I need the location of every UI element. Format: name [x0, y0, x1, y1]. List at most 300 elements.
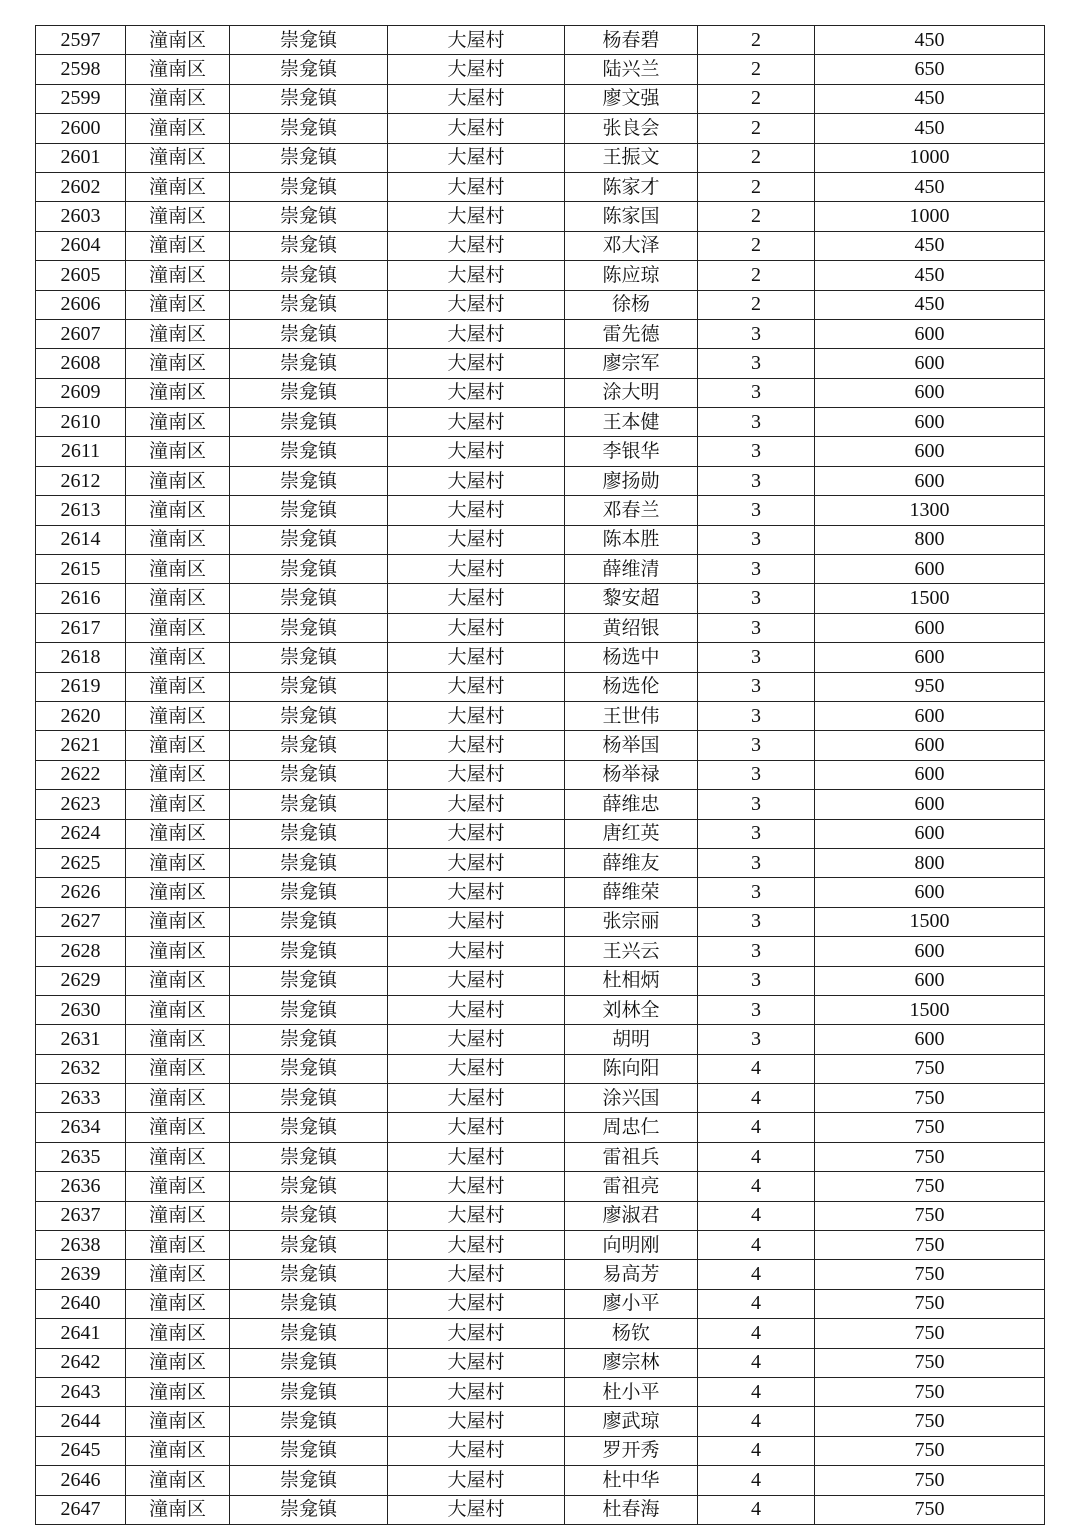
serial-number-cell: 2618 [36, 643, 126, 672]
town-cell: 崇龛镇 [230, 1348, 388, 1377]
town-cell: 崇龛镇 [230, 701, 388, 730]
amount-cell: 600 [815, 437, 1045, 466]
serial-number-cell: 2629 [36, 966, 126, 995]
amount-cell: 600 [815, 643, 1045, 672]
village-cell: 大屋村 [388, 1260, 565, 1289]
serial-number-cell: 2604 [36, 231, 126, 260]
serial-number-cell: 2640 [36, 1289, 126, 1318]
household-size-cell: 4 [698, 1436, 815, 1465]
town-cell: 崇龛镇 [230, 584, 388, 613]
district-cell: 潼南区 [126, 555, 230, 584]
amount-cell: 600 [815, 731, 1045, 760]
village-cell: 大屋村 [388, 819, 565, 848]
amount-cell: 750 [815, 1054, 1045, 1083]
table-row [36, 1319, 1045, 1348]
household-size-cell: 3 [698, 966, 815, 995]
table-row [36, 1172, 1045, 1201]
table-row [36, 1084, 1045, 1113]
amount-cell: 1000 [815, 202, 1045, 231]
table-row [36, 672, 1045, 701]
district-cell: 潼南区 [126, 760, 230, 789]
amount-cell: 600 [815, 349, 1045, 378]
town-cell: 崇龛镇 [230, 1466, 388, 1495]
village-cell: 大屋村 [388, 731, 565, 760]
serial-number-cell: 2632 [36, 1054, 126, 1083]
town-cell: 崇龛镇 [230, 143, 388, 172]
village-cell: 大屋村 [388, 555, 565, 584]
amount-cell: 450 [815, 26, 1045, 55]
district-cell: 潼南区 [126, 319, 230, 348]
town-cell: 崇龛镇 [230, 172, 388, 201]
village-cell: 大屋村 [388, 701, 565, 730]
amount-cell: 450 [815, 172, 1045, 201]
district-cell: 潼南区 [126, 172, 230, 201]
name-cell: 陈向阳 [565, 1054, 698, 1083]
table-row [36, 349, 1045, 378]
district-cell: 潼南区 [126, 613, 230, 642]
amount-cell: 600 [815, 878, 1045, 907]
table-row [36, 525, 1045, 554]
household-size-cell: 4 [698, 1407, 815, 1436]
name-cell: 廖宗林 [565, 1348, 698, 1377]
district-cell: 潼南区 [126, 231, 230, 260]
serial-number-cell: 2626 [36, 878, 126, 907]
household-size-cell: 4 [698, 1495, 815, 1524]
table-row [36, 731, 1045, 760]
table-row [36, 261, 1045, 290]
district-cell: 潼南区 [126, 937, 230, 966]
table-row [36, 319, 1045, 348]
village-cell: 大屋村 [388, 937, 565, 966]
district-cell: 潼南区 [126, 1054, 230, 1083]
village-cell: 大屋村 [388, 966, 565, 995]
village-cell: 大屋村 [388, 496, 565, 525]
amount-cell: 750 [815, 1377, 1045, 1406]
name-cell: 杨春碧 [565, 26, 698, 55]
household-size-cell: 3 [698, 437, 815, 466]
household-size-cell: 2 [698, 261, 815, 290]
table-row [36, 466, 1045, 495]
name-cell: 杨举禄 [565, 760, 698, 789]
serial-number-cell: 2643 [36, 1377, 126, 1406]
serial-number-cell: 2607 [36, 319, 126, 348]
household-size-cell: 2 [698, 143, 815, 172]
town-cell: 崇龛镇 [230, 966, 388, 995]
serial-number-cell: 2631 [36, 1025, 126, 1054]
household-size-cell: 4 [698, 1054, 815, 1083]
district-cell: 潼南区 [126, 1142, 230, 1171]
serial-number-cell: 2646 [36, 1466, 126, 1495]
name-cell: 张宗丽 [565, 907, 698, 936]
district-cell: 潼南区 [126, 643, 230, 672]
serial-number-cell: 2614 [36, 525, 126, 554]
district-cell: 潼南区 [126, 878, 230, 907]
serial-number-cell: 2606 [36, 290, 126, 319]
name-cell: 王振文 [565, 143, 698, 172]
table-row [36, 848, 1045, 877]
table-row [36, 613, 1045, 642]
table-row [36, 1289, 1045, 1318]
name-cell: 周忠仁 [565, 1113, 698, 1142]
name-cell: 薛维清 [565, 555, 698, 584]
table-row [36, 143, 1045, 172]
amount-cell: 750 [815, 1172, 1045, 1201]
household-size-cell: 3 [698, 1025, 815, 1054]
village-cell: 大屋村 [388, 584, 565, 613]
table-row [36, 878, 1045, 907]
district-cell: 潼南区 [126, 349, 230, 378]
table-row [36, 1436, 1045, 1465]
serial-number-cell: 2642 [36, 1348, 126, 1377]
household-size-cell: 3 [698, 613, 815, 642]
amount-cell: 650 [815, 55, 1045, 84]
town-cell: 崇龛镇 [230, 408, 388, 437]
serial-number-cell: 2608 [36, 349, 126, 378]
amount-cell: 600 [815, 466, 1045, 495]
serial-number-cell: 2601 [36, 143, 126, 172]
serial-number-cell: 2621 [36, 731, 126, 760]
amount-cell: 600 [815, 760, 1045, 789]
serial-number-cell: 2605 [36, 261, 126, 290]
table-row [36, 790, 1045, 819]
name-cell: 杜中华 [565, 1466, 698, 1495]
amount-cell: 450 [815, 114, 1045, 143]
name-cell: 薛维友 [565, 848, 698, 877]
household-size-cell: 3 [698, 760, 815, 789]
amount-cell: 750 [815, 1436, 1045, 1465]
village-cell: 大屋村 [388, 1084, 565, 1113]
town-cell: 崇龛镇 [230, 1319, 388, 1348]
amount-cell: 750 [815, 1113, 1045, 1142]
household-size-cell: 3 [698, 701, 815, 730]
village-cell: 大屋村 [388, 1495, 565, 1524]
amount-cell: 750 [815, 1201, 1045, 1230]
serial-number-cell: 2599 [36, 84, 126, 113]
name-cell: 涂兴国 [565, 1084, 698, 1113]
amount-cell: 750 [815, 1495, 1045, 1524]
table-row [36, 1231, 1045, 1260]
amount-cell: 750 [815, 1289, 1045, 1318]
name-cell: 王兴云 [565, 937, 698, 966]
village-cell: 大屋村 [388, 408, 565, 437]
district-cell: 潼南区 [126, 1436, 230, 1465]
name-cell: 杜春海 [565, 1495, 698, 1524]
serial-number-cell: 2644 [36, 1407, 126, 1436]
name-cell: 唐红英 [565, 819, 698, 848]
table-row [36, 1142, 1045, 1171]
amount-cell: 450 [815, 84, 1045, 113]
village-cell: 大屋村 [388, 1025, 565, 1054]
table-row [36, 555, 1045, 584]
amount-cell: 950 [815, 672, 1045, 701]
district-cell: 潼南区 [126, 1231, 230, 1260]
village-cell: 大屋村 [388, 202, 565, 231]
district-cell: 潼南区 [126, 584, 230, 613]
household-size-cell: 2 [698, 55, 815, 84]
serial-number-cell: 2619 [36, 672, 126, 701]
town-cell: 崇龛镇 [230, 819, 388, 848]
serial-number-cell: 2627 [36, 907, 126, 936]
district-cell: 潼南区 [126, 378, 230, 407]
village-cell: 大屋村 [388, 1172, 565, 1201]
name-cell: 胡明 [565, 1025, 698, 1054]
serial-number-cell: 2610 [36, 408, 126, 437]
table-row [36, 1348, 1045, 1377]
district-cell: 潼南区 [126, 1201, 230, 1230]
town-cell: 崇龛镇 [230, 907, 388, 936]
amount-cell: 750 [815, 1466, 1045, 1495]
household-size-cell: 2 [698, 231, 815, 260]
amount-cell: 600 [815, 701, 1045, 730]
town-cell: 崇龛镇 [230, 525, 388, 554]
serial-number-cell: 2635 [36, 1142, 126, 1171]
name-cell: 邓春兰 [565, 496, 698, 525]
serial-number-cell: 2613 [36, 496, 126, 525]
district-cell: 潼南区 [126, 1172, 230, 1201]
town-cell: 崇龛镇 [230, 290, 388, 319]
name-cell: 廖武琼 [565, 1407, 698, 1436]
serial-number-cell: 2617 [36, 613, 126, 642]
village-cell: 大屋村 [388, 231, 565, 260]
serial-number-cell: 2628 [36, 937, 126, 966]
district-cell: 潼南区 [126, 437, 230, 466]
village-cell: 大屋村 [388, 319, 565, 348]
household-size-cell: 3 [698, 584, 815, 613]
name-cell: 邓大泽 [565, 231, 698, 260]
name-cell: 陆兴兰 [565, 55, 698, 84]
amount-cell: 1500 [815, 995, 1045, 1024]
table-row [36, 1025, 1045, 1054]
name-cell: 杜相炳 [565, 966, 698, 995]
village-cell: 大屋村 [388, 1289, 565, 1318]
village-cell: 大屋村 [388, 907, 565, 936]
village-cell: 大屋村 [388, 1407, 565, 1436]
district-cell: 潼南区 [126, 966, 230, 995]
name-cell: 刘林全 [565, 995, 698, 1024]
household-size-cell: 3 [698, 731, 815, 760]
amount-cell: 750 [815, 1142, 1045, 1171]
town-cell: 崇龛镇 [230, 1436, 388, 1465]
town-cell: 崇龛镇 [230, 1201, 388, 1230]
name-cell: 廖淑君 [565, 1201, 698, 1230]
amount-cell: 600 [815, 408, 1045, 437]
town-cell: 崇龛镇 [230, 84, 388, 113]
village-cell: 大屋村 [388, 790, 565, 819]
district-cell: 潼南区 [126, 114, 230, 143]
district-cell: 潼南区 [126, 672, 230, 701]
village-cell: 大屋村 [388, 172, 565, 201]
district-cell: 潼南区 [126, 701, 230, 730]
town-cell: 崇龛镇 [230, 437, 388, 466]
name-cell: 王本健 [565, 408, 698, 437]
amount-cell: 600 [815, 790, 1045, 819]
name-cell: 雷先德 [565, 319, 698, 348]
amount-cell: 1000 [815, 143, 1045, 172]
district-cell: 潼南区 [126, 790, 230, 819]
household-size-cell: 4 [698, 1260, 815, 1289]
district-cell: 潼南区 [126, 1084, 230, 1113]
amount-cell: 600 [815, 378, 1045, 407]
town-cell: 崇龛镇 [230, 1172, 388, 1201]
serial-number-cell: 2602 [36, 172, 126, 201]
table-row [36, 1466, 1045, 1495]
town-cell: 崇龛镇 [230, 1407, 388, 1436]
amount-cell: 750 [815, 1084, 1045, 1113]
amount-cell: 600 [815, 555, 1045, 584]
village-cell: 大屋村 [388, 643, 565, 672]
amount-cell: 600 [815, 319, 1045, 348]
town-cell: 崇龛镇 [230, 466, 388, 495]
town-cell: 崇龛镇 [230, 319, 388, 348]
district-cell: 潼南区 [126, 143, 230, 172]
roster-table-body [36, 26, 1045, 1525]
name-cell: 杜小平 [565, 1377, 698, 1406]
town-cell: 崇龛镇 [230, 1054, 388, 1083]
serial-number-cell: 2638 [36, 1231, 126, 1260]
district-cell: 潼南区 [126, 1495, 230, 1524]
village-cell: 大屋村 [388, 525, 565, 554]
town-cell: 崇龛镇 [230, 1142, 388, 1171]
district-cell: 潼南区 [126, 995, 230, 1024]
household-size-cell: 3 [698, 937, 815, 966]
village-cell: 大屋村 [388, 378, 565, 407]
district-cell: 潼南区 [126, 848, 230, 877]
household-size-cell: 4 [698, 1172, 815, 1201]
table-row [36, 496, 1045, 525]
town-cell: 崇龛镇 [230, 731, 388, 760]
village-cell: 大屋村 [388, 55, 565, 84]
amount-cell: 600 [815, 613, 1045, 642]
amount-cell: 600 [815, 966, 1045, 995]
district-cell: 潼南区 [126, 1025, 230, 1054]
town-cell: 崇龛镇 [230, 760, 388, 789]
household-size-cell: 3 [698, 790, 815, 819]
amount-cell: 750 [815, 1407, 1045, 1436]
amount-cell: 750 [815, 1348, 1045, 1377]
district-cell: 潼南区 [126, 1407, 230, 1436]
serial-number-cell: 2616 [36, 584, 126, 613]
district-cell: 潼南区 [126, 261, 230, 290]
town-cell: 崇龛镇 [230, 555, 388, 584]
table-row [36, 84, 1045, 113]
household-size-cell: 4 [698, 1319, 815, 1348]
table-row [36, 172, 1045, 201]
village-cell: 大屋村 [388, 143, 565, 172]
district-cell: 潼南区 [126, 496, 230, 525]
name-cell: 陈应琼 [565, 261, 698, 290]
name-cell: 廖扬勋 [565, 466, 698, 495]
amount-cell: 450 [815, 231, 1045, 260]
household-size-cell: 3 [698, 643, 815, 672]
table-row [36, 1407, 1045, 1436]
amount-cell: 450 [815, 261, 1045, 290]
serial-number-cell: 2615 [36, 555, 126, 584]
household-size-cell: 2 [698, 290, 815, 319]
table-row [36, 1113, 1045, 1142]
village-cell: 大屋村 [388, 672, 565, 701]
serial-number-cell: 2623 [36, 790, 126, 819]
village-cell: 大屋村 [388, 261, 565, 290]
name-cell: 陈家国 [565, 202, 698, 231]
table-row [36, 114, 1045, 143]
serial-number-cell: 2603 [36, 202, 126, 231]
amount-cell: 1300 [815, 496, 1045, 525]
household-size-cell: 3 [698, 819, 815, 848]
village-cell: 大屋村 [388, 437, 565, 466]
table-row [36, 55, 1045, 84]
serial-number-cell: 2611 [36, 437, 126, 466]
town-cell: 崇龛镇 [230, 1260, 388, 1289]
district-cell: 潼南区 [126, 1319, 230, 1348]
household-size-cell: 3 [698, 378, 815, 407]
village-cell: 大屋村 [388, 1201, 565, 1230]
town-cell: 崇龛镇 [230, 613, 388, 642]
village-cell: 大屋村 [388, 613, 565, 642]
amount-cell: 750 [815, 1319, 1045, 1348]
amount-cell: 600 [815, 937, 1045, 966]
serial-number-cell: 2641 [36, 1319, 126, 1348]
town-cell: 崇龛镇 [230, 114, 388, 143]
table-row [36, 26, 1045, 55]
serial-number-cell: 2639 [36, 1260, 126, 1289]
household-size-cell: 4 [698, 1084, 815, 1113]
village-cell: 大屋村 [388, 466, 565, 495]
town-cell: 崇龛镇 [230, 378, 388, 407]
household-size-cell: 3 [698, 466, 815, 495]
household-size-cell: 4 [698, 1142, 815, 1171]
district-cell: 潼南区 [126, 525, 230, 554]
household-size-cell: 3 [698, 907, 815, 936]
district-cell: 潼南区 [126, 1466, 230, 1495]
serial-number-cell: 2645 [36, 1436, 126, 1465]
name-cell: 李银华 [565, 437, 698, 466]
town-cell: 崇龛镇 [230, 672, 388, 701]
town-cell: 崇龛镇 [230, 937, 388, 966]
household-size-cell: 3 [698, 349, 815, 378]
name-cell: 徐杨 [565, 290, 698, 319]
village-cell: 大屋村 [388, 1319, 565, 1348]
table-row [36, 437, 1045, 466]
table-row [36, 584, 1045, 613]
district-cell: 潼南区 [126, 1113, 230, 1142]
name-cell: 杨钦 [565, 1319, 698, 1348]
table-row [36, 819, 1045, 848]
name-cell: 陈本胜 [565, 525, 698, 554]
serial-number-cell: 2609 [36, 378, 126, 407]
table-row [36, 1201, 1045, 1230]
village-cell: 大屋村 [388, 878, 565, 907]
amount-cell: 1500 [815, 907, 1045, 936]
table-row [36, 408, 1045, 437]
town-cell: 崇龛镇 [230, 848, 388, 877]
serial-number-cell: 2622 [36, 760, 126, 789]
town-cell: 崇龛镇 [230, 643, 388, 672]
household-size-cell: 3 [698, 555, 815, 584]
district-cell: 潼南区 [126, 907, 230, 936]
village-cell: 大屋村 [388, 1466, 565, 1495]
town-cell: 崇龛镇 [230, 349, 388, 378]
town-cell: 崇龛镇 [230, 55, 388, 84]
village-cell: 大屋村 [388, 1054, 565, 1083]
town-cell: 崇龛镇 [230, 790, 388, 819]
serial-number-cell: 2647 [36, 1495, 126, 1524]
serial-number-cell: 2624 [36, 819, 126, 848]
name-cell: 黎安超 [565, 584, 698, 613]
town-cell: 崇龛镇 [230, 231, 388, 260]
table-row [36, 1495, 1045, 1524]
village-cell: 大屋村 [388, 1231, 565, 1260]
household-size-cell: 2 [698, 26, 815, 55]
